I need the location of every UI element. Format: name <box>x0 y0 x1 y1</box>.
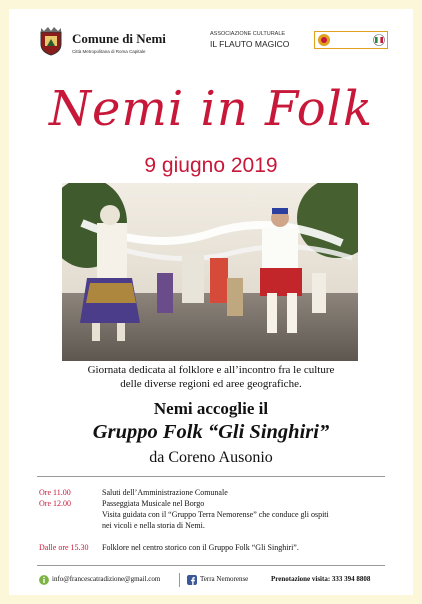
schedule-text: Passeggiata Musicale nel Borgo <box>102 499 205 508</box>
divider <box>37 476 385 477</box>
footer <box>9 573 413 591</box>
partner-logo <box>314 31 388 49</box>
event-title: Nemi in Folk <box>48 81 374 137</box>
divider <box>37 565 385 566</box>
info-icon <box>39 575 49 585</box>
comune-subtitle: Città Metropolitana di Roma Capitale <box>72 49 146 54</box>
tricolor-emblem-icon <box>373 34 385 46</box>
schedule-time: Ore 11.00 <box>39 488 71 497</box>
event-date: 9 giugno 2019 <box>144 154 278 177</box>
facebook-page[interactable]: Terra Nemorense <box>200 575 249 583</box>
footer-separator <box>179 573 180 587</box>
header <box>9 9 413 69</box>
schedule-text: Saluti dell’Amministrazione Comunale <box>102 488 228 497</box>
association-label: ASSOCIAZIONE CULTURALE <box>210 31 286 37</box>
poster <box>9 9 413 595</box>
contact-email[interactable]: info@francescatradizione@gmail.com <box>52 575 161 583</box>
comune-crest-icon <box>38 26 64 56</box>
schedule-text: nei vicoli e nella storia di Nemi. <box>102 521 205 530</box>
schedule-text: Visita guidata con il “Gruppo Terra Nemorense” che conduce gli ospiti <box>102 510 329 519</box>
event-description <box>9 363 413 391</box>
association-name: IL FLAUTO MAGICO <box>210 39 290 49</box>
comune-title: Comune di Nemi <box>72 31 166 46</box>
group-origin: da Coreno Ausonio <box>149 449 273 466</box>
schedule-text: Folklore nel centro storico con il Gruppo Folk “Gli Singhiri”. <box>102 543 299 552</box>
schedule-time: Dalle ore 15.30 <box>39 543 89 552</box>
facebook-icon <box>187 575 197 585</box>
description-line: delle diverse regioni ed aree geografiche. <box>120 378 302 390</box>
schedule-time: Ore 12.00 <box>39 499 71 508</box>
booking-phone: Prenotazione visita: 333 394 8808 <box>271 575 371 583</box>
folk-dance-photo <box>62 183 358 361</box>
welcome-heading: Nemi accoglie il <box>153 399 269 418</box>
description-line: Giornata dedicata al folklore e all’incontro fra le culture <box>87 364 335 376</box>
group-name: Gruppo Folk “Gli Singhiri” <box>92 421 330 443</box>
partner-emblem-icon <box>317 33 331 47</box>
